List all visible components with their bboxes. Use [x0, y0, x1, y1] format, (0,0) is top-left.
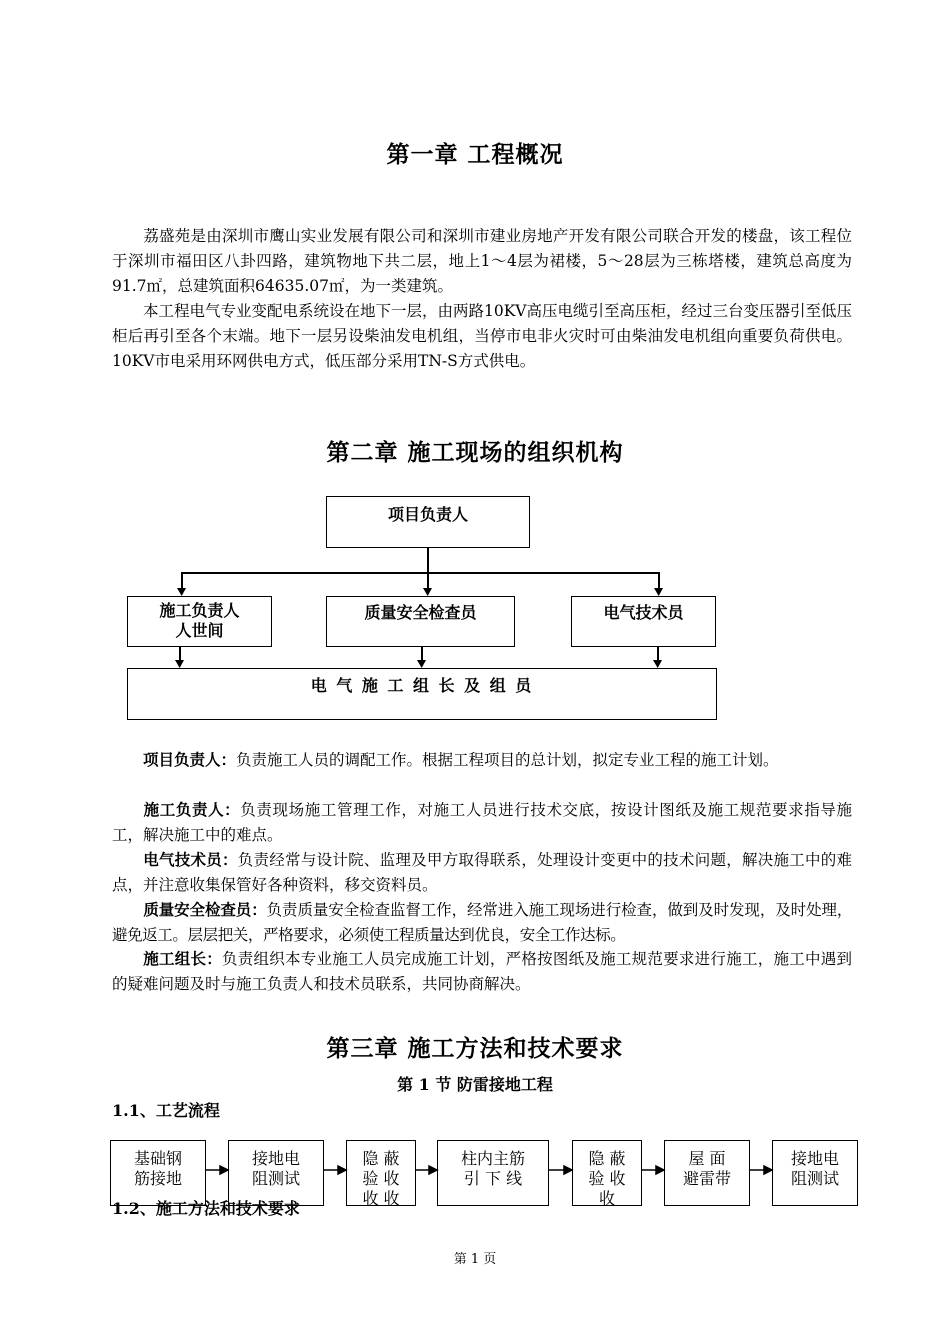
arrow-down-icon [423, 588, 432, 596]
role-label: 施工组长： [143, 949, 223, 968]
org-connector [657, 647, 659, 661]
flow-step-line: 阻测试 [790, 1169, 839, 1188]
flow-step-line: 收 [598, 1189, 615, 1206]
flow-arrows [0, 1160, 950, 1180]
arrow-right-icon [764, 1166, 772, 1174]
org-connector [421, 647, 423, 661]
flow-step-line: 收 收 [362, 1189, 400, 1206]
role-text: 负责质量安全检查监督工作，经常进入施工现场进行检查，做到及时发现，及时处理，避免返工。层层把关，严格要求，必须使工程质量达到优良，安全工作达标。 [112, 901, 852, 944]
flow-step-line: 筋接地 [133, 1169, 182, 1188]
role-paragraph [112, 797, 852, 848]
arrow-right-icon [429, 1166, 437, 1174]
role-label: 施工负责人： [143, 800, 241, 819]
role-paragraph [112, 747, 852, 773]
flow-step-line: 柱内主筋 [460, 1149, 525, 1168]
role-paragraph [112, 847, 852, 898]
chapter1-title: 第一章 工程概况 [386, 141, 564, 168]
flow-step-line: 阻测试 [251, 1169, 300, 1188]
chapter1-p1-text: 荔盛苑是由深圳市鹰山实业发展有限公司和深圳市建业房地产开发有限公司联合开发的楼盘，该工程位于深圳市福田区八卦四路，建筑物地下共二层，地上1～4层为裙楼，5～28层为三栋塔楼，建筑总高度为91.7㎡，总建筑面积64635.07㎡，为一类建筑。 [112, 227, 852, 295]
org-team-label: 电 气 施 工 组 长 及 组 员 [310, 676, 534, 695]
role-paragraph [112, 946, 852, 997]
chapter3-title: 第三章 施工方法和技术要求 [326, 1035, 624, 1062]
org-inspector-label: 质量安全检查员 [364, 603, 477, 622]
subsection-2-title: 1.2、施工方法和技术要求 [112, 1199, 300, 1218]
arrow-right-icon [656, 1166, 664, 1174]
role-label: 质量安全检查员： [143, 900, 267, 919]
org-site-manager-label: 施工负责人 [159, 601, 240, 620]
flow-step-line: 接地电 [251, 1149, 300, 1168]
flow-step-line: 基础钢 [133, 1149, 182, 1168]
page-number: 第 1 页 [453, 1252, 497, 1267]
section-title: 第 1 节 防雷接地工程 [397, 1075, 553, 1094]
arrow-right-icon [564, 1166, 572, 1174]
org-box-electrical-team [127, 668, 717, 720]
org-box-electrical-engineer [571, 596, 716, 647]
arrow-down-icon [654, 588, 663, 596]
org-site-manager-sub: 人世间 [175, 621, 224, 640]
role-text: 负责组织本专业施工人员完成施工计划，严格按图纸及施工规范要求进行施工，施工中遇到的疑难问题及时与施工负责人和技术员联系，共同协商解决。 [112, 950, 852, 993]
flow-step-line: 验 收 [588, 1169, 626, 1188]
flow-step-line: 验 收 [362, 1169, 400, 1188]
arrow-right-icon [338, 1166, 346, 1174]
chapter1-p2-text: 本工程电气专业变配电系统设在地下一层，由两路10KV高压电缆引至高压柜，经过三台变压器引至低压柜后再引至各个末端。地下一层另设柴油发电机组，当停市电非火灾时可由柴油发电机组向重要负荷供电。10KV市电采用环网供电方式，低压部分采用TN-S方式供电。 [112, 302, 852, 370]
arrow-down-icon [417, 660, 426, 668]
arrow-down-icon [175, 660, 184, 668]
role-text: 负责施工人员的调配工作。根据工程项目的总计划，拟定专业工程的施工计划。 [236, 751, 779, 769]
flow-step-line: 引 下 线 [463, 1169, 523, 1188]
arrow-down-icon [653, 660, 662, 668]
subsection-1-title: 1.1、工艺流程 [112, 1101, 220, 1120]
flow-step-line: 屋 面 [688, 1149, 726, 1168]
arrow-right-icon [220, 1166, 228, 1174]
role-paragraph [112, 897, 852, 948]
org-box-site-manager [127, 596, 272, 647]
role-label: 项目负责人： [143, 750, 237, 769]
role-label: 电气技术员： [143, 850, 238, 869]
flow-step-line: 隐 蔽 [588, 1149, 626, 1168]
org-box-quality-inspector [326, 596, 515, 647]
flow-step-line: 隐 蔽 [362, 1149, 400, 1168]
role-text: 负责经常与设计院、监理及甲方取得联系，处理设计变更中的技术问题，解决施工中的难点，并注意收集保管好各种资料，移交资料员。 [112, 851, 852, 894]
role-text: 负责现场施工管理工作，对施工人员进行技术交底，按设计图纸及施工规范要求指导施工，解决施工中的难点。 [112, 801, 852, 844]
arrow-down-icon [177, 588, 186, 596]
org-engineer-label: 电气技术员 [603, 603, 684, 622]
flow-step-line: 避雷带 [682, 1169, 731, 1188]
org-top-label: 项目负责人 [387, 505, 468, 524]
org-connector [179, 647, 181, 661]
flow-step-line: 接地电 [790, 1149, 839, 1168]
chapter2-title: 第二章 施工现场的组织机构 [326, 439, 624, 466]
